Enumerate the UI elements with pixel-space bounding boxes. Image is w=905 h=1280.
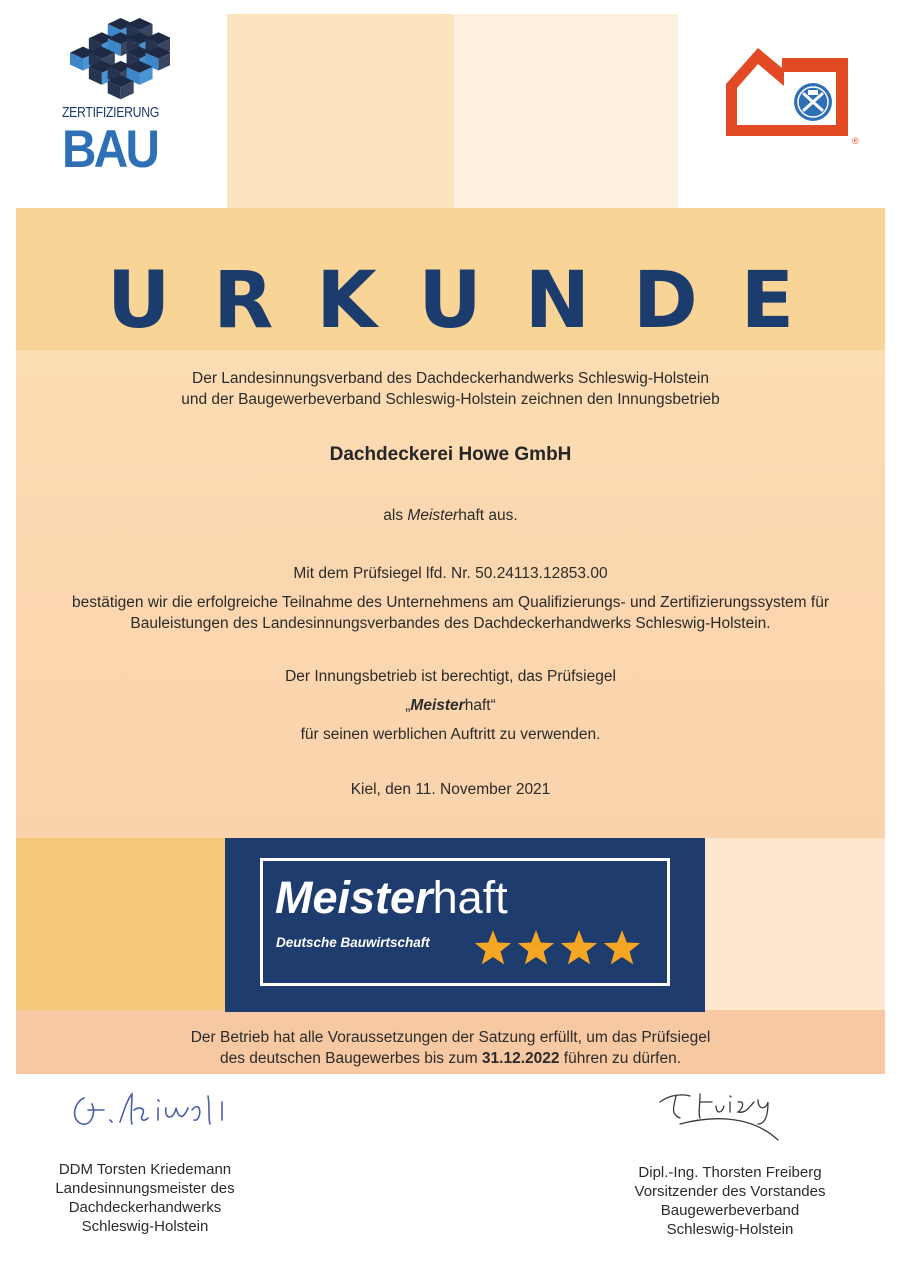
meisterhaft-badge (225, 838, 705, 1012)
star-icon (561, 930, 597, 964)
signatory-left-org: Dachdeckerhandwerks (68, 1199, 222, 1216)
signature-right (650, 1080, 790, 1144)
registered-mark: ® (852, 136, 859, 146)
logo-bau-text: BAU (62, 120, 158, 179)
confirmation-text (16, 592, 885, 634)
signatory-left (30, 1160, 260, 1236)
star-icon (604, 930, 640, 964)
badge-brand-light: haft (432, 872, 508, 923)
seal-name-bold: Meister (410, 697, 465, 714)
signatory-right-region: Schleswig-Holstein (666, 1221, 794, 1238)
validity-suffix: führen zu dürfen. (559, 1050, 681, 1067)
badge-left-block (16, 838, 225, 1012)
intro-text (16, 368, 885, 410)
badge-subtitle: Deutsche Bauwirtschaft (276, 935, 430, 950)
validity-date: 31.12.2022 (481, 1050, 560, 1067)
signatory-right-role: Vorsitzender des Vorstandes (634, 1183, 826, 1200)
signatory-right-org: Baugewerbeverband (660, 1202, 800, 1219)
quote-close: “ (490, 697, 496, 714)
signatory-right (590, 1163, 870, 1239)
confirm-line-1: bestätigen wir die erfolgreiche Teilnahme des Unternehmens am Qualifizierungs- und Zertifizierungssystem für (72, 594, 829, 611)
signatory-left-region: Schleswig-Holstein (81, 1218, 209, 1235)
zertifizierung-bau-logo (60, 16, 170, 179)
badge-brand (275, 872, 508, 923)
intro-line-1: Der Landesinnungsverband des Dachdeckerhandwerks Schleswig-Holstein (192, 370, 709, 387)
confirm-line-2: Bauleistungen des Landesinnungsverbandes des Dachdeckerhandwerks Schleswig-Holstein. (130, 615, 771, 632)
star-icon (475, 930, 511, 964)
award-line (16, 505, 885, 526)
permission-seal-name (16, 695, 885, 716)
badge-brand-bold: Meister (275, 872, 433, 923)
permission-line-1: Der Innungsbetrieb ist berechtigt, das Prüfsiegel (285, 668, 616, 685)
signatory-left-role: Landesinnungsmeister des (55, 1180, 235, 1197)
signatory-left-name: DDM Torsten Kriedemann (58, 1161, 232, 1178)
seal-number-line: Mit dem Prüfsiegel lfd. Nr. 50.24113.12853.00 (293, 565, 608, 582)
cube-grid-icon (60, 16, 170, 102)
header-light-block (227, 14, 454, 210)
signatory-right-name: Dipl.-Ing. Thorsten Freiberg (638, 1164, 822, 1181)
award-prefix: als (383, 507, 408, 524)
rating-stars (473, 928, 643, 968)
quote-open: „ (405, 697, 411, 714)
award-suffix: haft aus. (458, 507, 518, 524)
star-icon (518, 930, 554, 964)
intro-line-2: und der Baugewerbeverband Schleswig-Holstein zeichnen den Innungsbetrieb (181, 391, 720, 408)
page-title: URKUNDE (106, 256, 838, 346)
house-roof-icon (726, 46, 866, 150)
logo-zertifizierung-text: ZERTIFIZIERUNG (62, 104, 160, 121)
permission-line-3: für seinen werblichen Auftritt zu verwenden. (300, 726, 601, 743)
dachdecker-logo (726, 46, 866, 150)
badge-right-block (705, 838, 885, 1012)
award-italic: Meister (407, 507, 459, 524)
seal-name-normal: haft (464, 697, 491, 714)
company-name: Dachdeckerei Howe GmbH (329, 444, 572, 465)
validity-line-2 (16, 1048, 885, 1069)
badge-frame (260, 858, 670, 986)
validity-text (16, 1027, 885, 1069)
date-line: Kiel, den 11. November 2021 (350, 781, 551, 798)
signature-left (62, 1080, 252, 1140)
header-lighter-block (454, 14, 678, 210)
validity-line-1: Der Betrieb hat alle Voraussetzungen der Satzung erfüllt, um das Prüfsiegel (190, 1029, 711, 1046)
validity-prefix: des deutschen Baugewerbes bis zum (219, 1050, 482, 1067)
